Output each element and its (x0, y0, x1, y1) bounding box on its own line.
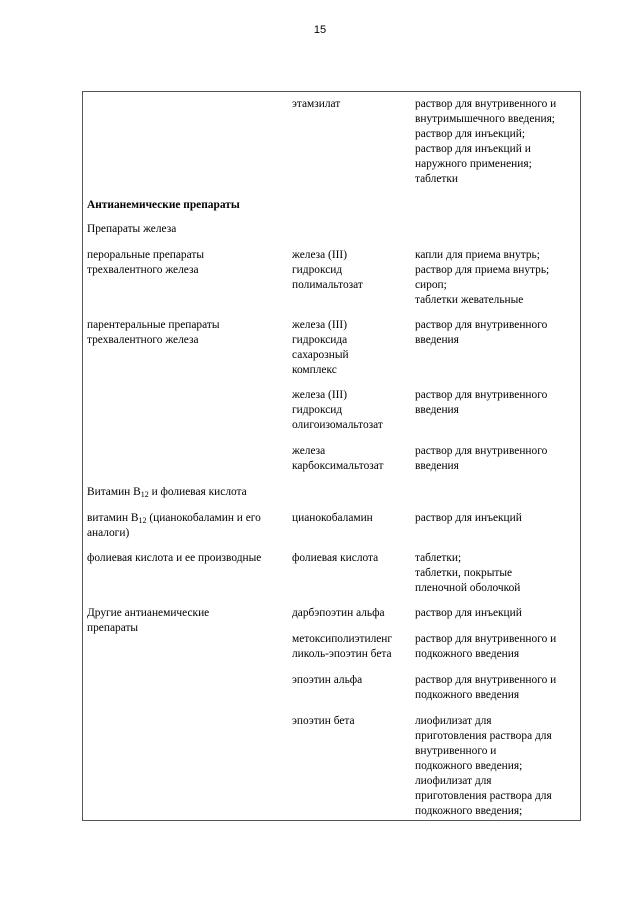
forms-folic-acid: таблетки; таблетки, покрытые пленочной оболочкой (415, 552, 521, 594)
group-b12-folic: Витамин $B_{12}$ и фолиевая кислота (87, 486, 247, 499)
forms-oral-iron: капли для приема внутрь; раствор для приема внутрь; сироп; таблетки жевательные (415, 249, 550, 306)
group-b12: витамин $B_{12}$ (цианокобаламин и его аналоги) (87, 512, 261, 539)
drug-oral-iron: железа (III) гидроксид полимальтозат (292, 249, 363, 291)
group-other-antianemic: Другие антианемические препараты (87, 607, 210, 634)
forms-etamzilat: раствор для внутривенного и внутримышечного введения; раствор для инъекций; раствор для инъекций и наружного применения; таблетки (415, 98, 557, 185)
drug-iron-sucrose: железа (III) гидроксида сахарозный комплекс (292, 319, 349, 376)
drug-etamzilat: этамзилат (292, 98, 341, 110)
forms-iron-carboxymaltose: раствор для внутривенного введения (415, 445, 548, 472)
page-number: 15 (313, 24, 327, 36)
forms-iron-sucrose: раствор для внутривенного введения (415, 319, 548, 346)
drug-iron-isomaltoside: железа (III) гидроксид олигоизомальтозат (292, 389, 383, 431)
drug-cyanocobalamin: цианокобаламин (292, 512, 373, 524)
drug-folic-acid: фолиевая кислота (292, 552, 379, 564)
drug-epoetin-alfa: эпоэтин альфа (292, 674, 363, 686)
group-iron: Препараты железа (87, 223, 177, 235)
drug-epoetin-beta: эпоэтин бета (292, 715, 355, 727)
forms-epoetin-beta: лиофилизат для приготовления раствора для внутривенного и подкожного введения; лиофилизат для приготовления раствора для подкожного введения; (415, 715, 552, 817)
group-parenteral-iron: парентеральные препараты трехвалентного железа (87, 319, 220, 346)
forms-epoetin-alfa: раствор для внутривенного и подкожного введения (415, 674, 557, 701)
group-oral-iron: пероральные препараты трехвалентного железа (87, 249, 205, 276)
forms-iron-isomaltoside: раствор для внутривенного введения (415, 389, 548, 416)
forms-darbepoetin: раствор для инъекций (415, 607, 522, 619)
drug-methoxy-peg-epoetin: метоксиполиэтиленг ликоль-эпоэтин бета (292, 633, 393, 660)
section-title: Антианемические препараты (87, 199, 240, 211)
group-folic: фолиевая кислота и ее производные (87, 552, 262, 564)
drug-darbepoetin: дарбэпоэтин альфа (292, 607, 385, 619)
forms-cyanocobalamin: раствор для инъекций (415, 512, 522, 524)
drug-iron-carboxymaltose: железа карбоксимальтозат (292, 445, 384, 472)
forms-methoxy-peg-epoetin: раствор для внутривенного и подкожного введения (415, 633, 557, 660)
